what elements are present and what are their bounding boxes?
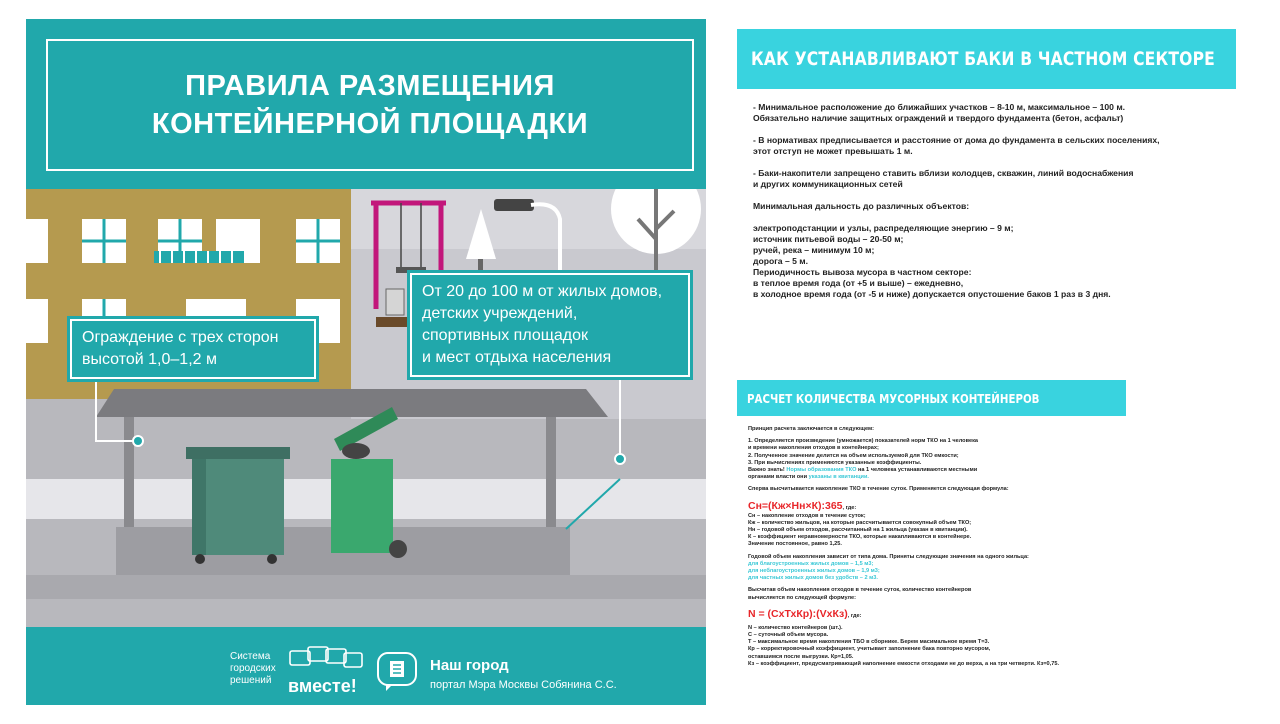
footer-city: Наш город [430, 657, 509, 674]
formula2: N = (СхТхКр):(VхКз) [748, 607, 848, 620]
footer-system-label: Система городских решений [230, 651, 276, 686]
poster-illustration [26, 189, 706, 627]
formula1-legend: Сн – накопление отходов в течение суток; Кж – количество жильцов, на которые рассчитывается совокупный объем ТКО; Нн – годовой объем отходов, рассчитанный на 1 жильца (указан в квитанции). К – коэффициент неравномерности ТКО, которые накапливаются в контейнере. Значение постоянное, равно 1,25. [748, 512, 972, 548]
section1-p5: электроподстанции и узлы, распределяющие энергию – 9 м; источник питьевой воды – 20-50 м; ручей, река – минимум 10 м; дорога – 5 м. Периодичность вывоза мусора в частном секторе: в теплое время года (от +5 и выше) – ежедневно, в холодное время года (от -5 и ниже) допускается опустошение баков 1 раз в 3 дня. [753, 223, 1111, 299]
poster-title: ПРАВИЛА РАЗМЕЩЕНИЯ КОНТЕЙНЕРНОЙ ПЛОЩАДКИ [151, 70, 589, 140]
section2-count-intro: Высчитав объем накопления отходов в течение суток, количество контейнеров вычисляется по следующей формуле: [748, 587, 972, 601]
section1-title: КАК УСТАНАВЛИВАЮТ БАКИ В ЧАСТНОМ СЕКТОРЕ [751, 48, 1215, 70]
poster-footer [26, 637, 706, 705]
section2-title: РАСЧЕТ КОЛИЧЕСТВА МУСОРНЫХ КОНТЕЙНЕРОВ [747, 390, 1040, 406]
section1-p2: - В нормативах предписывается и расстояние от дома до фундамента в сельских поселениях, этот отступ не может превышать 1 м. [753, 135, 1160, 156]
callout-fence: Ограждение с трех сторон высотой 1,0–1,2 м [70, 319, 316, 379]
section2-body [748, 426, 1148, 673]
formula2-row [748, 607, 1148, 621]
document-bubble-icon [376, 651, 418, 693]
important-b: Нормы образования ТКО [786, 467, 857, 474]
section1-p3: - Баки-накопители запрещено ставить вблизи колодцев, скважин, линий водоснабжения и других коммуникационных сетей [753, 168, 1134, 189]
section2-daily-intro: Сперва высчитывается накопление ТКО в течение суток. Применяется следующая формула: [748, 486, 1009, 493]
formula1-row [748, 499, 1148, 513]
section1-p4: Минимальная дальность до различных объектов: [753, 201, 970, 211]
footer-vmeste: вместе! [288, 676, 357, 696]
formula1-suffix: , где: [842, 504, 857, 511]
section1-p1: - Минимальное расположение до ближайших участков – 8-10 м, максимальное – 100 м. Обязательно наличие защитных ограждений и твердого фундамента (бетон, асфальт) [753, 102, 1126, 123]
formula1: Сн=(Кж×Нн×К):365 [748, 499, 843, 512]
section2-header [737, 380, 1126, 416]
important-c: на 1 человека устанавливаются местными органами власти они [748, 467, 978, 481]
poster-title-box [46, 39, 694, 171]
important-d: указаны в квитанции. [808, 474, 869, 481]
formula2-suffix: , где: [847, 612, 862, 619]
poster [26, 19, 706, 705]
section1-header [737, 29, 1236, 89]
container-dark-illustration [186, 447, 290, 564]
callout-distance: От 20 до 100 м от жилых домов, детских учреждений, спортивных площадок и мест отдыха населения [410, 273, 690, 377]
section1-body [753, 102, 1233, 300]
section2-steps: 1. Определяется произведение (умножается) показателей норм ТКО на 1 человека и времени накопления отходов в контейнерах; 2. Полученное значение делится на объем используемой для ТКО емкости; 3. При вычислениях применяются указанные коэффициенты. [748, 438, 978, 466]
section2-important [748, 467, 1148, 481]
section2-intro: Принцип расчета заключается в следующем: [748, 426, 875, 432]
section2-annual-values: для благоустроенных жилых домов – 1,5 м3; для неблагоустроенных жилых домов – 1,9 м3; для частных жилых домов без удобств – 2 м3. [748, 560, 880, 582]
formula2-legend: N – количество контейнеров (шт.). С – суточный объем мусора. Т – максимальное время накопления ТБО в сборнике. Берем масимальное время Т=3. Кр – корректировочный коэффициент, учитывает заполнение бака повторно мусором, оставшимся после выгрузки. Кр=1,05. Кз – коэффициент, предусматривающий наполнение емкости отходами не до верха, а на три четверти. Кз=0,75. [748, 624, 1060, 667]
important-a: Важно знать! [748, 467, 785, 474]
footer-portal: портал Мэра Москвы Собянина С.С. [430, 679, 617, 691]
section2-annual-intro: Годовой объем накопления зависит от типа дома. Приняты следующие значения на одного жильца: [748, 553, 1029, 560]
